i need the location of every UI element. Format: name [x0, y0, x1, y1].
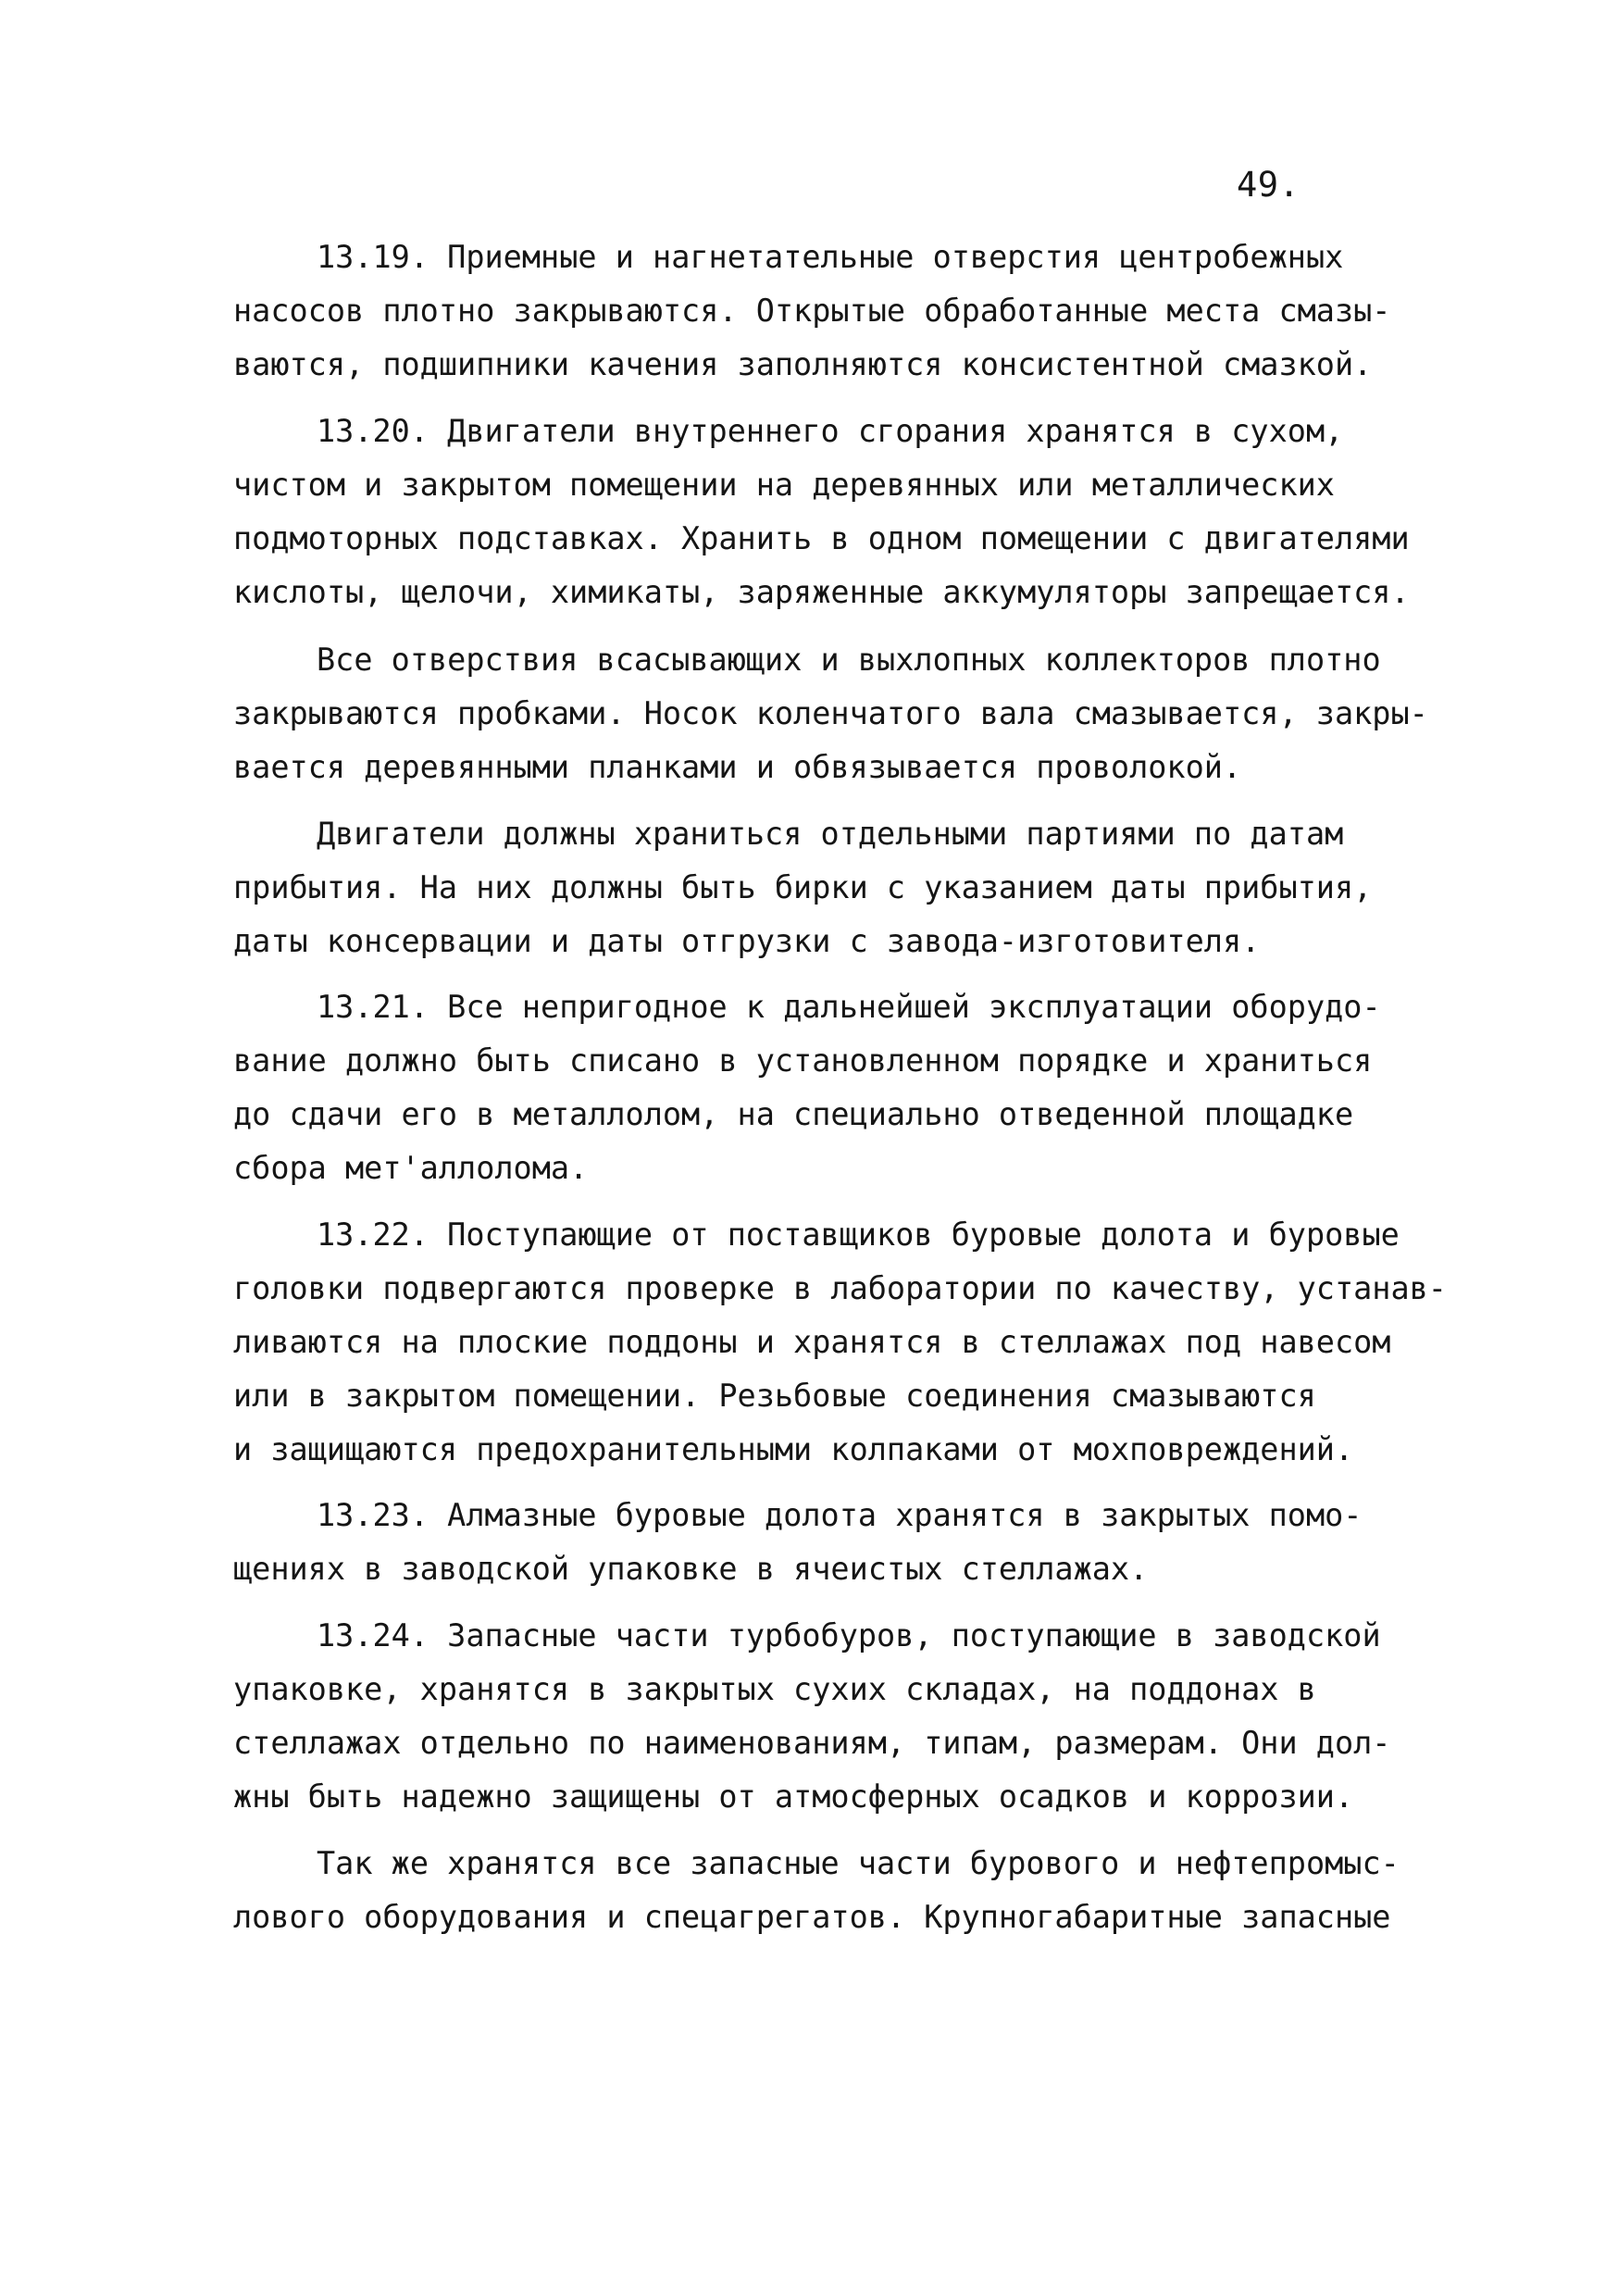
text-line: ливаются на плоские поддоны и хранятся в стеллажах под навесом: [233, 1324, 1391, 1360]
text-line: сбора мет'аллолома.: [233, 1150, 589, 1186]
text-line: до сдачи его в металлолом, на специально отведенной площадке: [233, 1096, 1354, 1132]
text-line: вается деревянными планками и обвязывается проволокой.: [233, 749, 1242, 785]
text-line: и защищаются предохранительными колпаками от мохповреждений.: [233, 1431, 1354, 1467]
text-line: 13.19. Приемные и нагнетательные отверстия центробежных: [317, 239, 1344, 275]
text-line: чистом и закрытом помещении на деревянных или металлических: [233, 467, 1335, 503]
text-line: даты консервации и даты отгрузки с завода-изготовителя.: [233, 923, 1261, 959]
text-line: 13.21. Все непригодное к дальнейшей эксплуатации оборудо-: [317, 989, 1381, 1025]
text-line: подмоторных подставках. Хранить в одном помещении с двигателями: [233, 520, 1410, 556]
text-line: насосов плотно закрываются. Открытые обработанные места смазы-: [233, 293, 1391, 329]
text-line: закрываются пробками. Носок коленчатого вала смазывается, закры-: [233, 695, 1428, 731]
page-number: 49.: [1237, 165, 1301, 205]
text-line: ваются, подшипники качения заполняются консистентной смазкой.: [233, 346, 1373, 382]
text-line: прибытия. На них должны быть бирки с указанием даты прибытия,: [233, 869, 1373, 905]
text-line: 13.20. Двигатели внутреннего сгорания хранятся в сухом,: [317, 413, 1344, 449]
text-line: 13.22. Поступающие от поставщиков буровые долота и буровые: [317, 1217, 1400, 1253]
text-line: 13.23. Алмазные буровые долота хранятся в закрытых помо-: [317, 1497, 1363, 1533]
text-line: головки подвергаются проверке в лаборатории по качеству, устанав-: [233, 1270, 1447, 1306]
text-line: лового оборудования и спецагрегатов. Крупногабаритные запасные: [233, 1899, 1391, 1935]
text-line: кислоты, щелочи, химикаты, заряженные аккумуляторы запрещается.: [233, 574, 1410, 610]
text-line: Так же хранятся все запасные части бурового и нефтепромыс-: [317, 1845, 1400, 1881]
text-line: Все отверствия всасывающих и выхлопных коллекторов плотно: [317, 642, 1381, 678]
text-line: вание должно быть списано в установленном порядке и храниться: [233, 1042, 1373, 1079]
text-line: Двигатели должны храниться отдельными партиями по датам: [317, 816, 1344, 852]
text-line: 13.24. Запасные части турбобуров, поступающие в заводской: [317, 1617, 1381, 1653]
text-line: стеллажах отдельно по наименованиям, типам, размерам. Они дол-: [233, 1725, 1391, 1761]
text-line: жны быть надежно защищены от атмосферных осадков и коррозии.: [233, 1778, 1354, 1815]
text-line: щениях в заводской упаковке в ячеистых стеллажах.: [233, 1551, 1149, 1587]
text-line: упаковке, хранятся в закрытых сухих складах, на поддонах в: [233, 1671, 1316, 1707]
text-line: или в закрытом помещении. Резьбовые соединения смазываются: [233, 1378, 1316, 1414]
